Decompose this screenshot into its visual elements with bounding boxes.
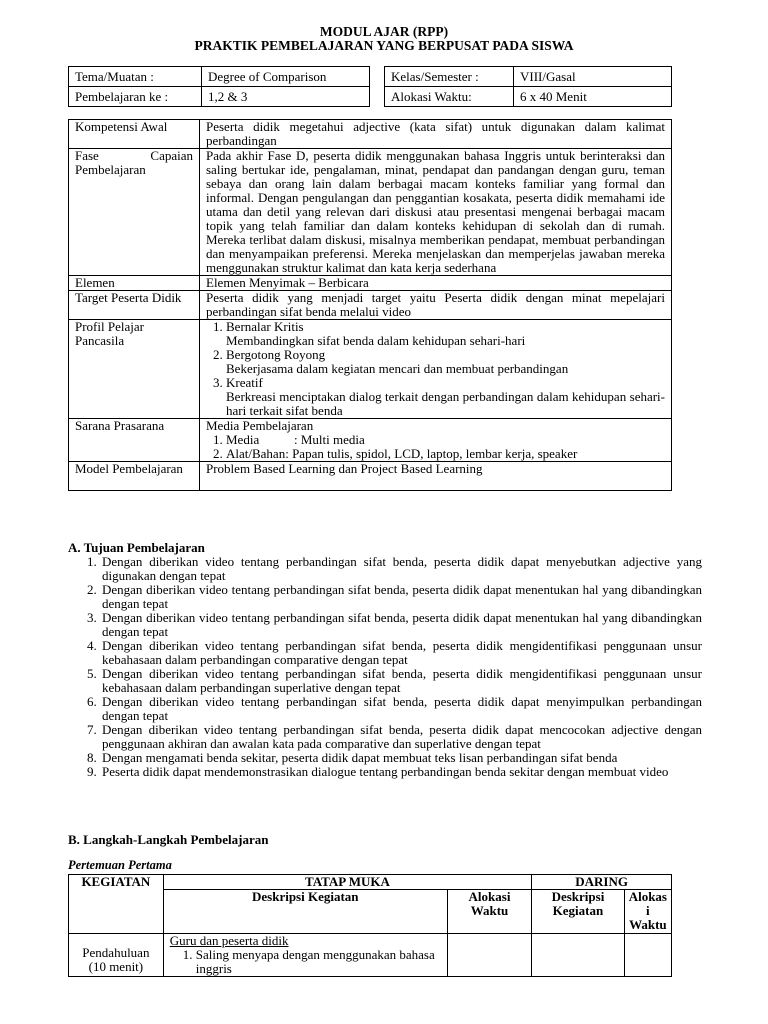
row-kompetensi — [69, 120, 672, 149]
col-alokasi-daring-part: Alokas — [628, 889, 667, 904]
langkah-heading: B. Langkah-Langkah Pembelajaran — [68, 832, 269, 847]
info-table-right — [384, 66, 672, 107]
kegiatan-table — [68, 874, 672, 977]
tema-value: Degree of Comparison — [202, 67, 370, 87]
tujuan-item: 5. Dengan diberikan video tentang perbandingan sifat benda, peserta didik mengidentifikasi penggunaan unsur kebahasaan dalam perbandingan superlative dengan tepat — [100, 667, 702, 695]
profil-item-title: Bergotong Royong — [226, 347, 326, 362]
row-pendahuluan — [69, 934, 672, 977]
tujuan-item: 6. Dengan diberikan video tentang perbandingan sifat benda, peserta didik dapat menyimpulkan perbandingan dengan tepat — [100, 695, 702, 723]
sarana-item-key: Media — [226, 432, 260, 447]
kompetensi-label: Kompetensi Awal — [69, 120, 200, 149]
tema-label: Tema/Muatan : — [69, 67, 202, 87]
sarana-value — [200, 419, 672, 462]
tujuan-item: 8. Dengan mengamati benda sekitar, peserta didik dapat membuat teks lisan perbandingan sifat benda — [100, 751, 702, 765]
row-elemen — [69, 276, 672, 291]
page-subtitle: PRAKTIK PEMBELAJARAN YANG BERPUSAT PADA SISWA — [194, 38, 574, 53]
tujuan-item: 9. Peserta didik dapat mendemonstrasikan dialogue tentang perbandingan benda sekitar dengan membuat video — [100, 765, 702, 779]
profil-item — [226, 320, 665, 348]
pendahuluan-label — [69, 934, 164, 977]
row-profil — [69, 320, 672, 419]
pendahuluan-alokasi — [447, 934, 531, 977]
pertemuan-label: Pertemuan Pertama — [68, 858, 172, 872]
profil-item-title: Kreatif — [226, 375, 263, 390]
profil-item — [226, 348, 665, 376]
model-value: Problem Based Learning dan Project Based Learning — [200, 462, 672, 491]
tujuan-list — [76, 555, 702, 779]
tujuan-item: 4. Dengan diberikan video tentang perbandingan sifat benda, peserta didik mengidentifikasi penggunaan unsur kebahasaan dalam perbandingan comparative dengan tepat — [100, 639, 702, 667]
elemen-label: Elemen — [69, 276, 200, 291]
profil-item-desc: Berkreasi menciptakan dialog terkait dengan perbandingan dalam kehidupan sehari-hari terkait sifat benda — [226, 389, 665, 418]
fase-label: Fase Capaian Pembelajaran — [69, 149, 200, 276]
sarana-label: Sarana Prasarana — [69, 419, 200, 462]
kelas-value: VIII/Gasal — [514, 67, 672, 87]
kelas-label: Kelas/Semester : — [385, 67, 514, 87]
pendahuluan-lead: Guru dan peserta didik — [169, 933, 289, 948]
pendahuluan-item: 1. Saling menyapa dengan menggunakan bahasa inggris — [196, 948, 441, 976]
tujuan-item: 7. Dengan diberikan video tentang perbandingan sifat benda, peserta didik dapat mencocokan adjective dengan penggunaan akhiran dan awalan kata pada comparative dan superlative dengan tepat — [100, 723, 702, 751]
sarana-item — [226, 447, 665, 461]
model-label: Model Pembelajaran — [69, 462, 200, 491]
profil-item-desc: Bekerjasama dalam kegiatan mencari dan membuat perbandingan — [226, 361, 569, 376]
sarana-item-value: : Papan tulis, spidol, LCD, laptop, lembar kerja, speaker — [285, 446, 578, 461]
sarana-item — [226, 433, 665, 447]
kompetensi-value: Peserta didik megetahui adjective (kata sifat) untuk digunakan dalam kalimat perbandingan — [200, 120, 672, 149]
pendahuluan-label-part: (10 menit) — [88, 959, 144, 974]
sarana-item-key: Alat/Bahan — [226, 446, 286, 461]
profil-label: Profil Pelajar Pancasila — [69, 320, 200, 419]
tujuan-heading: A. Tujuan Pembelajaran — [68, 540, 205, 555]
row-model — [69, 462, 672, 491]
pembelajaran-value: 1,2 & 3 — [202, 87, 370, 107]
profil-item — [226, 376, 665, 418]
profil-item-title: Bernalar Kritis — [226, 319, 304, 334]
profil-item-desc: Membandingkan sifat benda dalam kehidupan sehari-hari — [226, 333, 526, 348]
page-title: MODUL AJAR (RPP) — [319, 24, 449, 39]
pendahuluan-label-part: Pendahuluan — [82, 945, 150, 960]
target-label: Target Peserta Didik — [69, 291, 200, 320]
col-alokasi-daring-part: Waktu — [629, 917, 667, 932]
col-deskripsi-daring: Deskripsi Kegiatan — [532, 890, 624, 934]
tujuan-item: 1. Dengan diberikan video tentang perbandingan sifat benda, peserta didik dapat menyebutkan adjective yang digunakan dengan tepat — [100, 555, 702, 583]
col-alokasi-daring — [624, 890, 671, 934]
info-table-left — [68, 66, 370, 107]
col-tatap-muka: TATAP MUKA — [163, 875, 531, 890]
komponen-table — [68, 119, 672, 491]
sarana-head: Media Pembelajaran — [206, 418, 314, 433]
fase-value: Pada akhir Fase D, peserta didik menggunakan bahasa Inggris untuk berinteraksi dan saling bertukar ide, pengalaman, minat, pendapat dan pandangan dengan guru, teman sebaya dan orang lain dalam berbagai macam konteks familiar yang formal dan informal. Dengan pengulangan dan penggantian kosakata, peserta didik memahami ide utama dan detil yang relevan dari diskusi atau presentasi mengenai berbagai macam topik yang telah familiar dan dalam konteks kehidupan di sekolah dan di rumah. Mereka terlibat dalam diskusi, misalnya memberikan pendapat, membuat perbandingan dan menyampaikan preferensi. Mereka menjelaskan dan memperjelas jawaban mereka menggunakan struktur kalimat dan kata kerja sederhana — [200, 149, 672, 276]
col-deskripsi: Deskripsi Kegiatan — [163, 890, 447, 934]
col-alokasi: Alokasi Waktu — [447, 890, 531, 934]
row-target — [69, 291, 672, 320]
sarana-item-value: : Multi media — [294, 432, 365, 447]
pembelajaran-label: Pembelajaran ke : — [69, 87, 202, 107]
target-value: Peserta didik yang menjadi target yaitu Peserta didik dengan minat mepelajari perbandingan sifat benda melalui video — [200, 291, 672, 320]
pendahuluan-deskripsi-daring — [532, 934, 624, 977]
profil-value — [200, 320, 672, 419]
col-daring: DARING — [532, 875, 672, 890]
alokasi-label: Alokasi Waktu: — [385, 87, 514, 107]
tujuan-item: 2. Dengan diberikan video tentang perbandingan sifat benda, peserta didik dapat menentukan hal yang dibandingkan dengan tepat — [100, 583, 702, 611]
row-sarana — [69, 419, 672, 462]
pendahuluan-alokasi-daring — [624, 934, 671, 977]
row-fase — [69, 149, 672, 276]
tujuan-item: 3. Dengan diberikan video tentang perbandingan sifat benda, peserta didik dapat menentukan hal yang dibandingkan dengan tepat — [100, 611, 702, 639]
elemen-value: Elemen Menyimak – Berbicara — [200, 276, 672, 291]
col-kegiatan: KEGIATAN — [69, 875, 164, 934]
alokasi-value: 6 x 40 Menit — [514, 87, 672, 107]
col-alokasi-daring-part: i — [646, 903, 650, 918]
pendahuluan-deskripsi — [163, 934, 447, 977]
